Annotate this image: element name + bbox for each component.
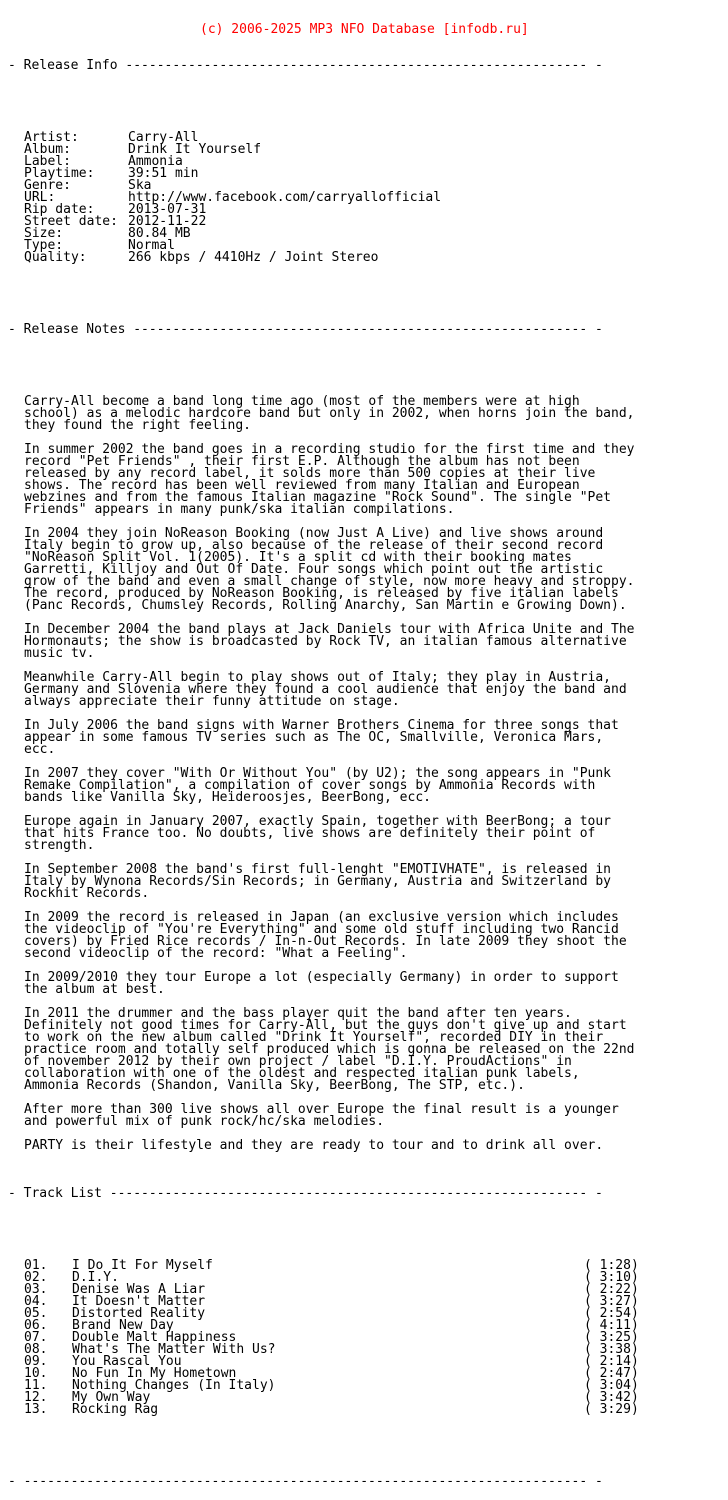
info-value: Drink It Yourself <box>128 142 262 157</box>
info-value: 266 kbps / 4410Hz / Joint Stereo <box>128 250 379 265</box>
info-key: Type: <box>24 238 64 253</box>
info-key: Street date: <box>24 214 118 229</box>
track-title: I Do It For Myself <box>72 1258 213 1273</box>
note-paragraph: In 2009 the record is released in Japan (an exclusive version which includes the videoclip of "You're Everything" and some old stuff including two Rancid covers) by Fried Rice records / In-n-Out Records. In late 2009 they shoot the second videoclip of the record: "What a Feeling". <box>24 910 627 961</box>
track-number: 02. <box>24 1270 48 1285</box>
track-row <box>8 1308 640 1320</box>
track-number: 09. <box>24 1354 48 1369</box>
info-key: Album: <box>24 142 71 157</box>
track-list <box>8 1260 640 1416</box>
note-paragraph: In summer 2002 the band goes in a recording studio for the first time and they record "Pet Friends" , their first E.P. Although the album has not been released by any record label, it solds more than 500 copies at their live shows. The record has been well reviewed from many Italian and European webzines and from the famous Italian magazine "Rock Sound". The single "Pet Friends" appears in many punk/ska italian compilations. <box>24 442 635 517</box>
track-title: It Doesn't Matter <box>72 1294 206 1309</box>
track-time: ( 3:38) <box>584 1342 639 1357</box>
track-number: 04. <box>24 1294 48 1309</box>
info-key: Genre: <box>24 178 71 193</box>
track-row <box>8 1392 640 1404</box>
section-release-info: - Release Info ----------------------------------------------------------- - <box>8 58 603 73</box>
track-title: Denise Was A Liar <box>72 1282 206 1297</box>
info-key: Rip date: <box>24 202 95 217</box>
info-row <box>8 192 640 204</box>
track-title: You Rascal You <box>72 1354 182 1369</box>
track-time: ( 3:29) <box>584 1402 639 1417</box>
track-row <box>8 1356 640 1368</box>
track-row <box>8 1260 640 1272</box>
release-info-list <box>8 132 640 264</box>
note-paragraph: In 2004 they join NoReason Booking (now Just A Live) and live shows around Italy begin to grow up, also because of the release of their second record "NoReason Split Vol. 1(2005). It's a split cd with their booking mates Garretti, Killjoy and Out Of Date. Four songs which point out the artistic grow of the band and even a small change of style, now more heavy and stroppy. The record, produced by NoReason Booking, is released by five italian labels (Panc Records, Chumsley Records, Rolling Anarchy, San Martin e Growing Down). <box>24 526 635 613</box>
info-key: Artist: <box>24 130 79 145</box>
track-number: 03. <box>24 1282 48 1297</box>
note-paragraph: Europe again in January 2007, exactly Spain, together with BeerBong; a tour that hits France too. No doubts, live shows are definitely their point of strength. <box>24 814 611 853</box>
info-value: Ska <box>128 178 152 193</box>
info-value: 2012-11-22 <box>128 214 207 229</box>
track-number: 06. <box>24 1318 48 1333</box>
track-row <box>8 1320 640 1332</box>
track-title: My Own Way <box>72 1390 151 1405</box>
section-release-notes: - Release Notes ---------------------------------------------------------- - <box>8 322 603 337</box>
track-title: No Fun In My Hometown <box>72 1366 237 1381</box>
info-key: Quality: <box>24 250 87 265</box>
info-key: Label: <box>24 154 71 169</box>
info-key: Size: <box>24 226 64 241</box>
info-key: URL: <box>24 190 56 205</box>
info-row <box>8 228 640 240</box>
section-footer: - ------------------------------------------------------------------------ - <box>8 1474 603 1489</box>
track-row <box>8 1272 640 1284</box>
info-value: Normal <box>128 238 175 253</box>
track-time: ( 1:28) <box>584 1258 639 1273</box>
track-row <box>8 1368 640 1380</box>
track-time: ( 3:27) <box>584 1294 639 1309</box>
track-row <box>8 1284 640 1296</box>
note-paragraph: In 2011 the drummer and the bass player quit the band after ten years. Definitely not good times for Carry-All, but the guys don't give up and start to work on the new album called "Drink It Yourself", recorded DIY in their practice room and totally self produced which is gonna be released on the 22nd of november 2012 by their own project / label "D.I.Y. ProudActions" in collaboration with one of the oldest and respected italian punk labels, Ammonia Records (Shandon, Vanilla Sky, BeerBong, The STP, etc.). <box>24 1006 635 1093</box>
note-paragraph: In December 2004 the band plays at Jack Daniels tour with Africa Unite and The Hormonauts; the show is broadcasted by Rock TV, an italian famous alternative music tv. <box>24 622 635 661</box>
note-paragraph: Carry-All become a band long time ago (most of the members were at high school) as a melodic hardcore band but only in 2002, when horns join the band, they found the right feeling. <box>24 394 635 433</box>
track-number: 01. <box>24 1258 48 1273</box>
track-row <box>8 1404 640 1416</box>
track-row <box>8 1296 640 1308</box>
track-title: Double Malt Happiness <box>72 1330 237 1345</box>
info-row <box>8 132 640 144</box>
info-key: Playtime: <box>24 166 95 181</box>
track-time: ( 2:14) <box>584 1354 639 1369</box>
track-time: ( 3:25) <box>584 1330 639 1345</box>
info-row <box>8 144 640 156</box>
track-time: ( 3:42) <box>584 1390 639 1405</box>
info-value: http://www.facebook.com/carryallofficial <box>128 190 442 205</box>
track-time: ( 2:54) <box>584 1306 639 1321</box>
track-time: ( 4:11) <box>584 1318 639 1333</box>
note-paragraph: In July 2006 the band signs with Warner Brothers Cinema for three songs that appear in some famous TV series such as The OC, Smallville, Veronica Mars, ecc. <box>24 718 619 757</box>
note-paragraph: Meanwhile Carry-All begin to play shows out of Italy; they play in Austria, Germany and Slovenia where they found a cool audience that enjoy the band and always appreciate their funny attitude on stage. <box>24 670 627 709</box>
track-number: 10. <box>24 1366 48 1381</box>
info-value: Carry-All <box>128 130 199 145</box>
note-paragraph: PARTY is their lifestyle and they are ready to tour and to drink all over. <box>24 1138 604 1153</box>
info-value: 80.84 MB <box>128 226 191 241</box>
track-time: ( 3:10) <box>584 1270 639 1285</box>
track-title: D.I.Y. <box>72 1270 119 1285</box>
note-paragraph: In September 2008 the band's first full-lenght "EMOTIVHATE", is released in Italy by Wynona Records/Sin Records; in Germany, Austria and Switzerland by Rockhit Records. <box>24 862 611 901</box>
info-row <box>8 216 640 228</box>
note-paragraph: In 2009/2010 they tour Europe a lot (especially Germany) in order to support the album at best. <box>24 970 619 997</box>
note-paragraph: After more than 300 live shows all over Europe the final result is a younger and powerful mix of punk rock/hc/ska melodies. <box>24 1102 619 1129</box>
track-number: 05. <box>24 1306 48 1321</box>
header-credit: (c) 2006-2025 MP3 NFO Database [infodb.ru] <box>200 22 529 37</box>
track-number: 13. <box>24 1402 48 1417</box>
track-title: Distorted Reality <box>72 1306 206 1321</box>
track-time: ( 3:04) <box>584 1378 639 1393</box>
note-paragraph: In 2007 they cover "With Or Without You" (by U2); the song appears in "Punk Remake Compilation", a compilation of cover songs by Ammonia Records with bands like Vanilla Sky, Heideroosjes, BeerBong, ecc. <box>24 766 611 805</box>
track-row <box>8 1380 640 1392</box>
nfo-document <box>8 0 640 1500</box>
track-title: Rocking Rag <box>72 1402 159 1417</box>
release-notes <box>8 396 640 1152</box>
track-time: ( 2:47) <box>584 1366 639 1381</box>
track-title: Brand New Day <box>72 1318 174 1333</box>
track-row <box>8 1344 640 1356</box>
track-title: What's The Matter With Us? <box>72 1342 276 1357</box>
track-number: 08. <box>24 1342 48 1357</box>
track-number: 07. <box>24 1330 48 1345</box>
track-title: Nothing Changes (In Italy) <box>72 1378 276 1393</box>
track-time: ( 2:22) <box>584 1282 639 1297</box>
track-number: 12. <box>24 1390 48 1405</box>
section-track-list: - Track List ------------------------------------------------------------- - <box>8 1186 603 1201</box>
track-row <box>8 1332 640 1344</box>
track-number: 11. <box>24 1378 48 1393</box>
info-value: 2013-07-31 <box>128 202 207 217</box>
info-value: 39:51 min <box>128 166 199 181</box>
info-row <box>8 156 640 168</box>
info-value: Ammonia <box>128 154 183 169</box>
info-row <box>8 252 640 264</box>
info-row <box>8 168 640 180</box>
